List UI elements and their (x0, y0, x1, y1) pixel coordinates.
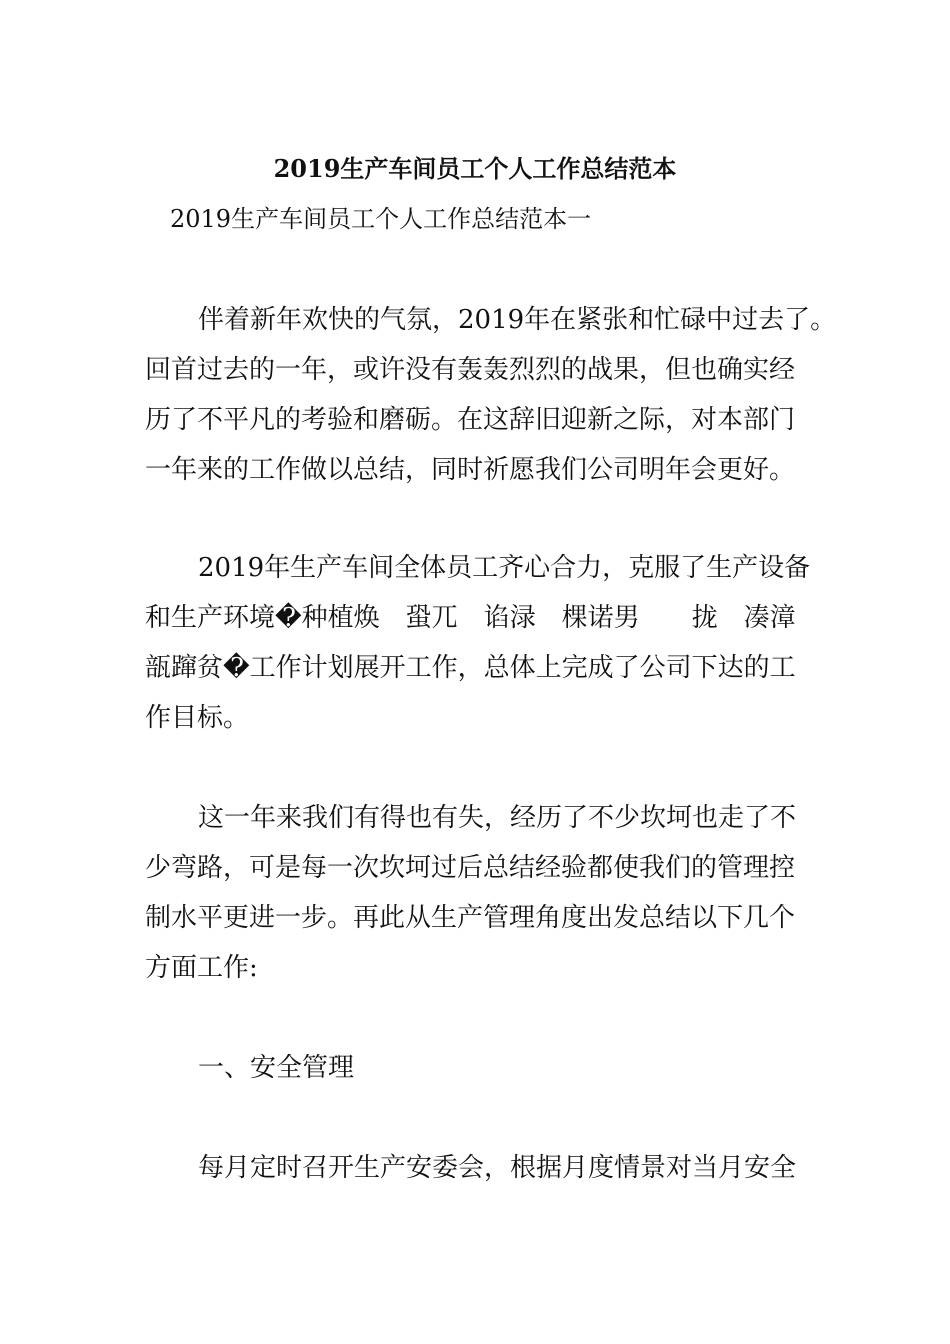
paragraph-line: 这一年来我们有得也有失，经历了不少坎坷也走了不 (198, 803, 797, 833)
paragraph-line: 少弯路，可是每一次坎坷过后总结经验都使我们的管理控 (145, 853, 796, 883)
paragraph-line: 方面工作: (145, 953, 258, 983)
paragraph-line: 和生产环境�种植焕 蛩兀 谄渌 棵诺男 拢 凑漳 (145, 603, 796, 633)
paragraph-line: 每月定时召开生产安委会，根据月度情景对当月安全 (198, 1153, 797, 1183)
document-subtitle: 2019生产车间员工个人工作总结范本一 (170, 205, 592, 233)
paragraph-line: 作目标。 (145, 703, 250, 733)
paragraph-line: 制水平更进一步。再此从生产管理角度出发总结以下几个 (145, 903, 796, 933)
paragraph-line: 瓿蹿贫�工作计划展开工作，总体上完成了公司下达的工 (145, 653, 796, 683)
section-heading: 一、安全管理 (198, 1053, 355, 1083)
paragraph-line: 回首过去的一年，或许没有轰轰烈烈的战果，但也确实经 (145, 355, 796, 385)
paragraph-line: 历了不平凡的考验和磨砺。在这辞旧迎新之际，对本部门 (145, 405, 796, 435)
paragraph-line: 伴着新年欢快的气氛，2019年在紧张和忙碌中过去了。 (198, 305, 837, 335)
paragraph-line: 一年来的工作做以总结，同时祈愿我们公司明年会更好。 (145, 455, 796, 485)
document-title: 2019生产车间员工个人工作总结范本 (273, 154, 677, 183)
paragraph-line: 2019年生产车间全体员工齐心合力，克服了生产设备 (198, 553, 811, 583)
